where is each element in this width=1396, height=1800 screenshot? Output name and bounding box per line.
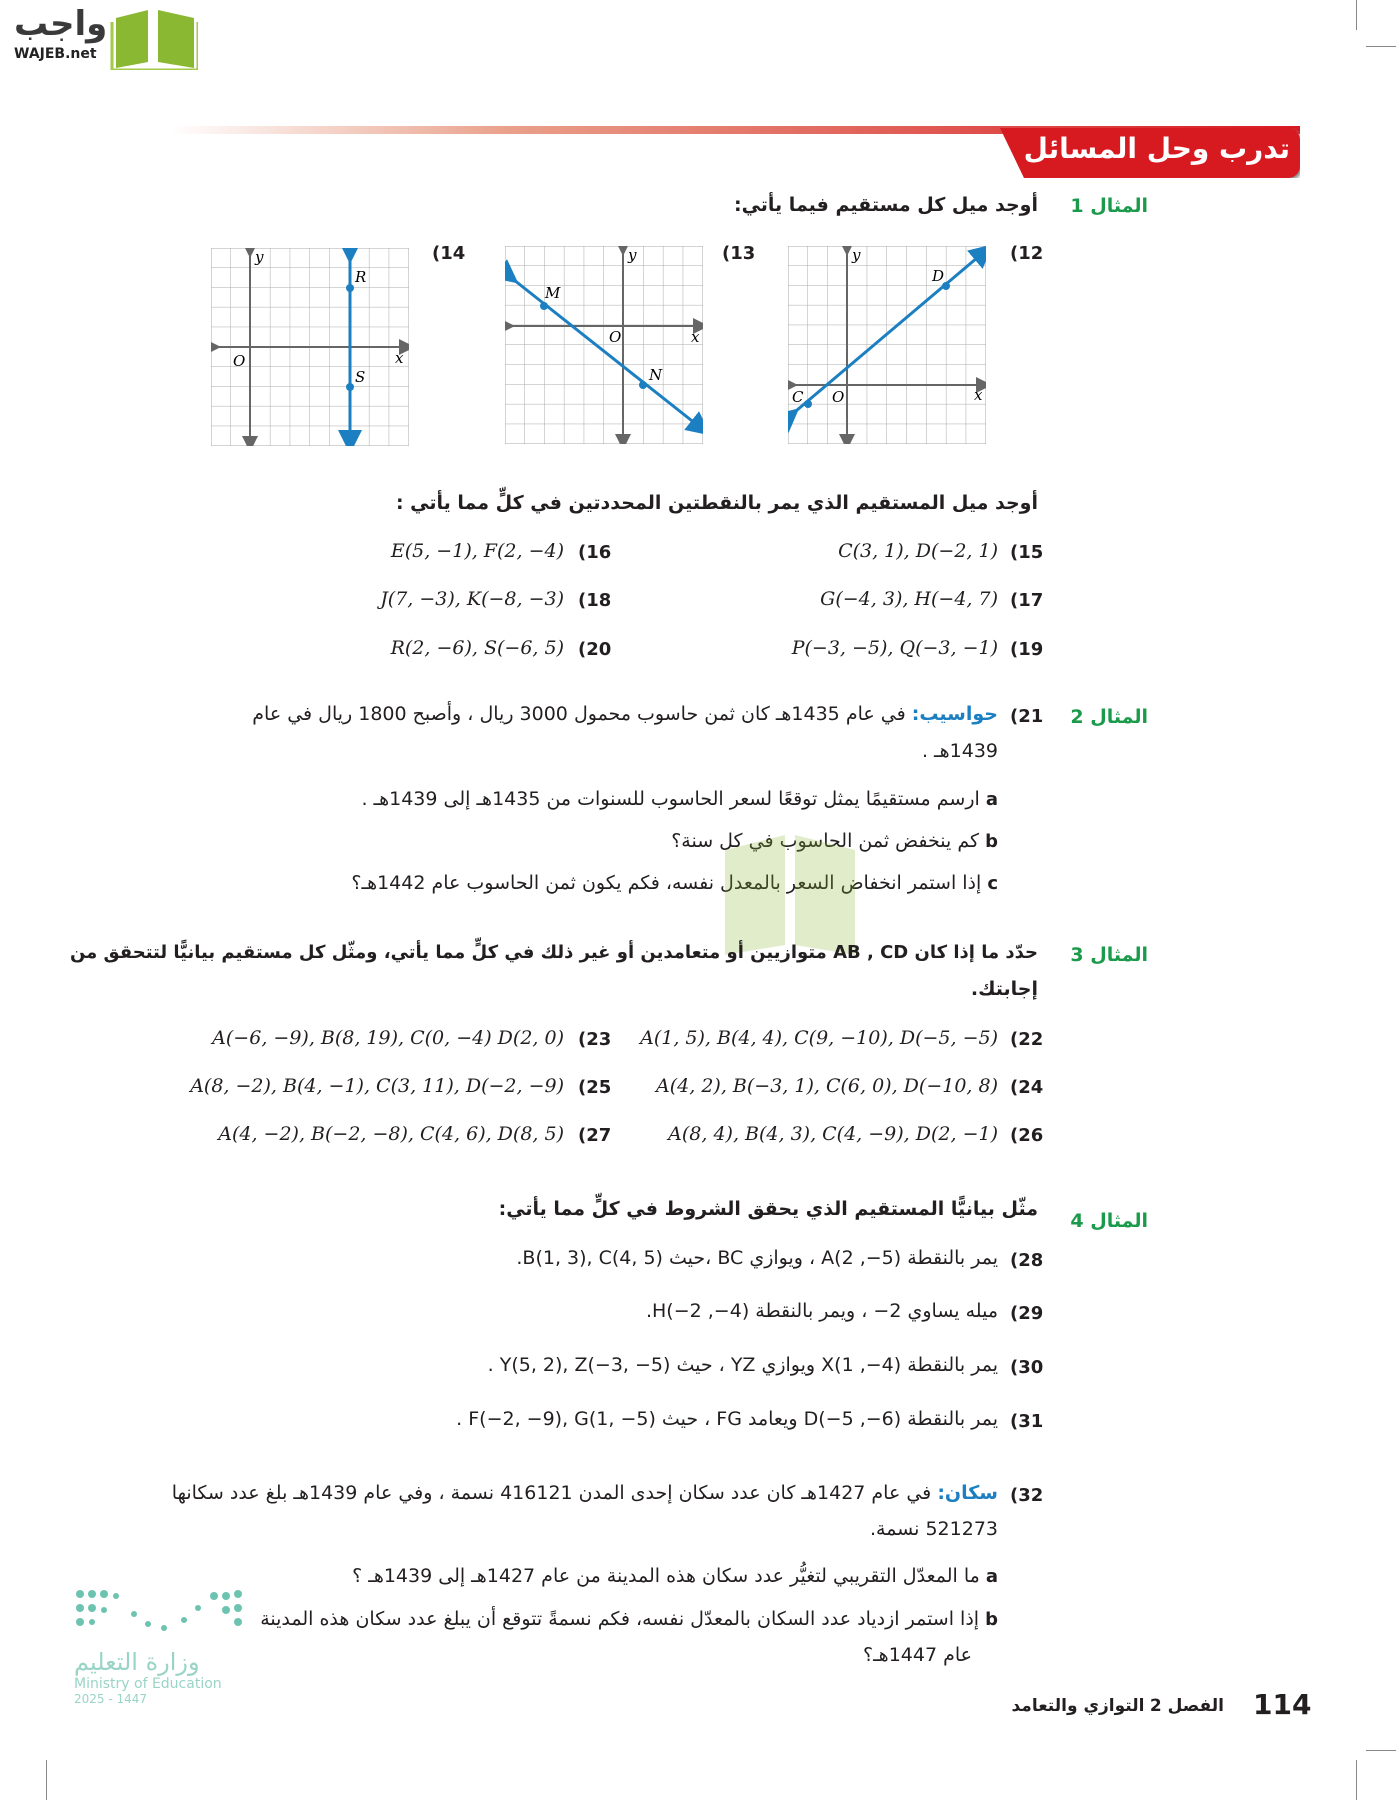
part-letter: a xyxy=(985,1566,998,1587)
origin-label: O xyxy=(233,352,246,370)
problem-number: (31 xyxy=(1010,1411,1044,1432)
problem-number: (15 xyxy=(1010,542,1044,563)
x-axis-label: x xyxy=(691,328,700,346)
problem-23-text: A(−6, −9), B(8, 19), C(0, −4) D(2, 0) xyxy=(212,1027,564,1049)
point-label-d: D xyxy=(932,267,945,285)
problem-number: (20 xyxy=(578,639,612,660)
example-3-instruction-2: إجابتك. xyxy=(970,978,1038,1000)
x-axis-label: x xyxy=(395,349,404,367)
point-label-m: M xyxy=(545,284,561,302)
graph-13 xyxy=(505,246,703,444)
crop-mark xyxy=(46,1760,47,1800)
point-label-r: R xyxy=(355,268,367,286)
keyword-computers: حواسيب: xyxy=(911,703,998,725)
problem-19-text: P(−3, −5), Q(−3, −1) xyxy=(791,637,998,659)
problem-16-text: E(5, −1), F(2, −4) xyxy=(390,540,564,562)
example-2-label: المثال 2 xyxy=(1070,706,1148,728)
point-label-n: N xyxy=(649,366,663,384)
problem-21-text xyxy=(252,703,998,725)
y-axis-label: y xyxy=(852,246,861,264)
problem-14-number: (14 xyxy=(432,243,466,264)
problem-number: (24 xyxy=(1010,1077,1044,1098)
problem-number: (27 xyxy=(578,1125,612,1146)
problem-number: (25 xyxy=(578,1077,612,1098)
graph-12 xyxy=(788,246,986,444)
ministry-year: 2025 - 1447 xyxy=(74,1692,148,1706)
crop-mark xyxy=(1356,0,1357,30)
part-letter: a xyxy=(985,789,998,810)
problem-26-text: A(8, 4), B(4, 3), C(4, −9), D(2, −1) xyxy=(668,1123,998,1145)
origin-label: O xyxy=(609,328,622,346)
x-axis-label: x xyxy=(974,386,983,404)
keyword-population: سكان: xyxy=(937,1482,998,1504)
problem-29-text: ميله يساوي 2− ، ويمر بالنقطة (4−, 2−)H. xyxy=(645,1300,998,1322)
problem-number: (23 xyxy=(578,1029,612,1050)
part-letter: b xyxy=(985,831,998,852)
problem-13-number: (13 xyxy=(722,243,756,264)
part-b xyxy=(260,1608,998,1630)
problem-24-text: A(4, 2), B(−3, 1), C(6, 0), D(−10, 8) xyxy=(656,1075,998,1097)
y-axis-label: y xyxy=(255,248,264,266)
chapter-info xyxy=(1011,1696,1224,1716)
point-label-c: C xyxy=(792,388,804,406)
problem-21-body: في عام 1435هـ كان ثمن حاسوب محمول 3000 ريال ، وأصبح 1800 ريال في عام xyxy=(252,703,906,725)
ministry-name-arabic: وزارة التعليم xyxy=(74,1648,200,1676)
part-letter: c xyxy=(987,873,998,894)
part-text: إذا استمر ازدياد عدد السكان بالمعدّل نفسه، فكم نسمةً تتوقع أن يبلغ عدد سكان هذه المدينة xyxy=(260,1608,980,1630)
logo-arabic: واجب xyxy=(14,4,108,44)
watermark xyxy=(455,830,955,960)
problem-21-text-2: 1439هـ . xyxy=(921,740,998,762)
example-4-instruction: مثّل بيانيًّا المستقيم الذي يحقق الشروط في كلٍّ مما يأتي: xyxy=(498,1198,1038,1220)
problem-25-text: A(8, −2), B(4, −1), C(3, 11), D(−2, −9) xyxy=(190,1075,564,1097)
chapter-title: التوازي والتعامد xyxy=(1011,1696,1145,1716)
part-letter: b xyxy=(985,1609,998,1630)
wajeb-logo xyxy=(8,4,188,66)
example-1-label: المثال 1 xyxy=(1070,195,1148,217)
part-text: إذا استمر انخفاض السعر بالمعدل نفسه، فكم يكون ثمن الحاسوب عام 1442هـ؟ xyxy=(351,872,982,894)
part-text: ارسم مستقيمًا يمثل توقعًا لسعر الحاسوب للسنوات من 1435هـ إلى 1439هـ . xyxy=(361,788,980,810)
problem-30-text: يمر بالنقطة (4−, 1)X ويوازي YZ ، حيث Y(5, 2), Z(−3, −5) . xyxy=(487,1354,998,1376)
crop-mark xyxy=(1366,46,1396,47)
part-text: ما المعدّل التقريبي لتغيُّر عدد سكان هذه المدينة من عام 1427هـ إلى 1439هـ ؟ xyxy=(352,1565,980,1587)
problem-number: (18 xyxy=(578,590,612,611)
graph-14 xyxy=(211,248,409,446)
problem-18-text: J(7, −3), K(−8, −3) xyxy=(380,588,564,610)
problem-32-body: في عام 1427هـ كان عدد سكان إحدى المدن 416121 نسمة ، وفي عام 1439هـ بلغ عدد سكانها xyxy=(171,1482,932,1504)
problem-17-text: G(−4, 3), H(−4, 7) xyxy=(820,588,998,610)
ministry-logo xyxy=(74,1588,244,1706)
y-axis-label: y xyxy=(628,246,637,264)
problem-number: (19 xyxy=(1010,639,1044,660)
problem-22-text: A(1, 5), B(4, 4), C(9, −10), D(−5, −5) xyxy=(640,1027,998,1049)
problem-number: (16 xyxy=(578,542,612,563)
chapter-number: الفصل 2 xyxy=(1149,1696,1224,1716)
problem-number: (28 xyxy=(1010,1250,1044,1271)
example-1-instruction: أوجد ميل كل مستقيم فيما يأتي: xyxy=(733,194,1038,216)
problem-number: (22 xyxy=(1010,1029,1044,1050)
problem-number: (17 xyxy=(1010,590,1044,611)
problem-number: (29 xyxy=(1010,1303,1044,1324)
problem-20-text: R(2, −6), S(−6, 5) xyxy=(390,637,564,659)
part-text: كم ينخفض ثمن الحاسوب في كل سنة؟ xyxy=(671,830,980,852)
part-b-text-2: عام 1447هـ؟ xyxy=(863,1644,972,1666)
problem-12-number: (12 xyxy=(1010,243,1044,264)
crop-mark xyxy=(1356,1760,1357,1800)
problem-32-text-2: 521273 نسمة. xyxy=(869,1518,998,1540)
logo-latin: WAJEB.net xyxy=(14,46,97,62)
crop-mark xyxy=(1366,1750,1396,1751)
problem-number: (26 xyxy=(1010,1125,1044,1146)
example-3-label: المثال 3 xyxy=(1070,944,1148,966)
part-a xyxy=(361,788,998,810)
section-title: تدرب وحل المسائل xyxy=(1023,132,1290,165)
ministry-dots-icon xyxy=(74,1588,244,1644)
ministry-name-english: Ministry of Education xyxy=(74,1676,222,1692)
origin-label: O xyxy=(832,388,845,406)
example-3-instruction: حدّد ما إذا كان AB , CD متوازيين أو متعامدين أو غير ذلك في كلٍّ مما يأتي، ومثّل كل مستقيم بيانيًّا لتتحقق من xyxy=(69,942,1038,963)
problem-28-text: يمر بالنقطة (5−, 2)A ، ويوازي BC ،حيث B(1, 3), C(4, 5). xyxy=(516,1247,998,1269)
problem-31-text: يمر بالنقطة (6−, 5−)D ويعامد FG ، حيث F(−2, −9), G(1, −5) . xyxy=(456,1408,998,1430)
problem-21-number: (21 xyxy=(1010,706,1044,727)
problem-32-text xyxy=(172,1482,998,1504)
part-a xyxy=(352,1565,998,1587)
example-1-instruction-2: أوجد ميل المستقيم الذي يمر بالنقطتين المحددتين في كلٍّ مما يأتي : xyxy=(395,492,1038,514)
problem-number: (30 xyxy=(1010,1357,1044,1378)
point-label-s: S xyxy=(355,368,366,386)
page-number: 114 xyxy=(1253,1688,1312,1721)
example-4-label: المثال 4 xyxy=(1070,1210,1148,1232)
problem-32-number: (32 xyxy=(1010,1485,1044,1506)
problem-15-text: C(3, 1), D(−2, 1) xyxy=(838,540,998,562)
problem-27-text: A(4, −2), B(−2, −8), C(4, 6), D(8, 5) xyxy=(218,1123,564,1145)
